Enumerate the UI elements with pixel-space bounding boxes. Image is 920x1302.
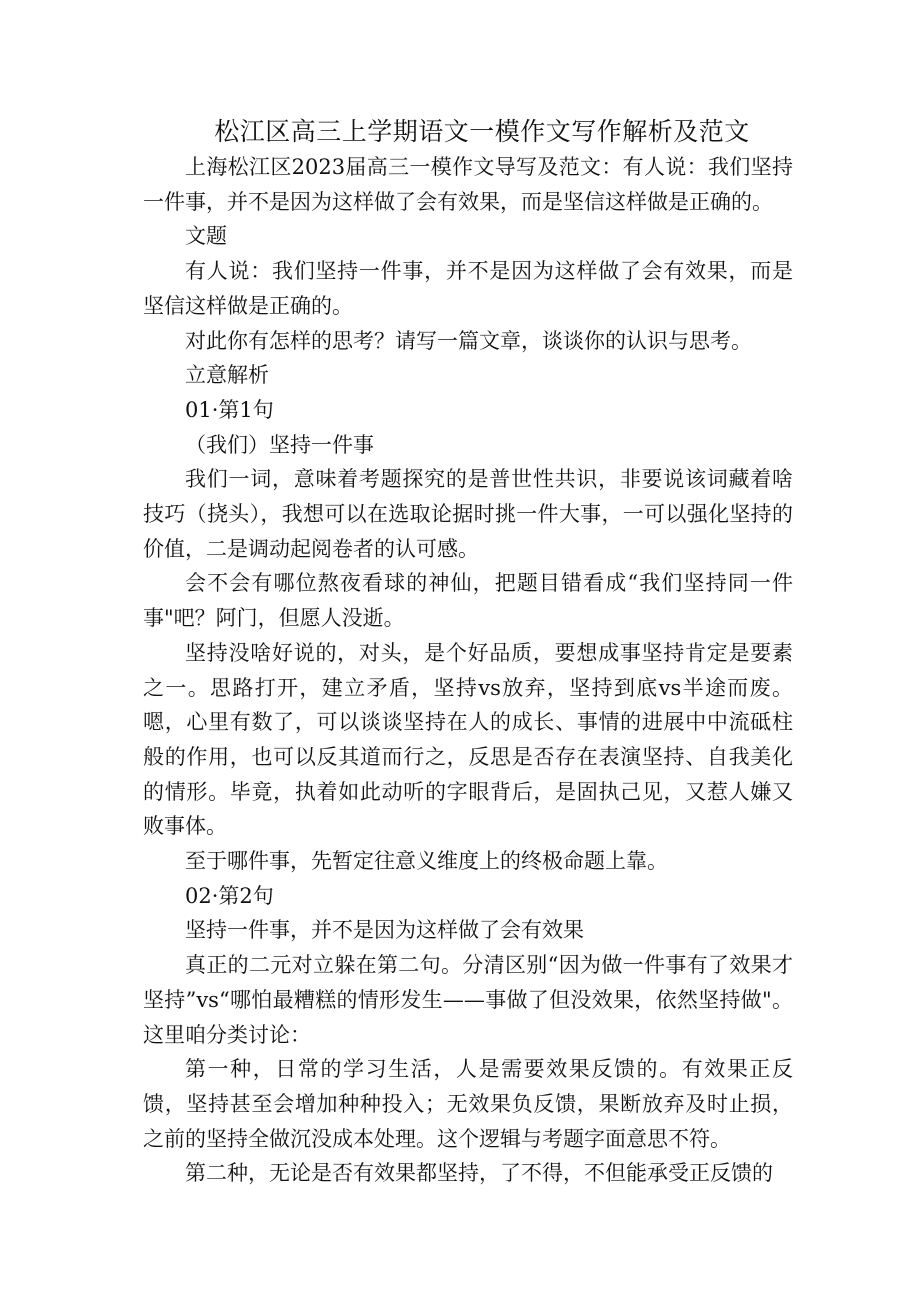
paragraph-intro: 上海松江区2023届高三一模作文导写及范文：有人说：我们坚持一件事，并不是因为这样做了会有效果，而是坚信这样做是正确的。 xyxy=(143,155,793,214)
section-heading-prompt: 文题 xyxy=(185,224,227,249)
paragraph-analysis-which-thing: 至于哪件事，先暂定往意义维度上的终极命题上靠。 xyxy=(185,849,668,874)
paragraph-analysis-case-2: 第二种，无论是否有效果都坚持，了不得，不但能承受正反馈的 xyxy=(185,1161,773,1186)
paragraph-analysis-joke: 会不会有哪位熬夜看球的神仙，把题目错看成“我们坚持同一件事"吧？阿门，但愿人没逝。 xyxy=(143,571,793,631)
paragraph-prompt-task: 对此你有怎样的思考？请写一篇文章，谈谈你的认识与思考。 xyxy=(185,328,752,353)
paragraph-analysis-persistence: 坚持没啥好说的，对头，是个好品质，要想成事坚持肯定是要素之一。思路打开，建立矛盾，坚持vs放弃，坚持到底vs半途而废。嗯，心里有数了，可以谈谈坚持在人的成长、事情的进展中中流砥柱般的作用，也可以反其道而行之，反思是否存在表演坚持、自我美化的情形。毕竟，执着如此动听的字眼背后，是固执己见，又惹人嫌又败事体。 xyxy=(143,640,793,839)
paragraph-analysis-case-1: 第一种，日常的学习生活，人是需要效果反馈的。有效果正反馈，坚持甚至会增加种种投入；无效果负反馈，果断放弃及时止损，之前的坚持全做沉没成本处理。这个逻辑与考题字面意思不符。 xyxy=(143,1057,793,1151)
sentence-1-quote: （我们）坚持一件事 xyxy=(185,432,374,457)
document-body xyxy=(143,150,793,1191)
subheading-sentence-2: 02·第2句 xyxy=(185,883,274,908)
document-title: 松江区高三上学期语文一模作文写作解析及范文 xyxy=(214,117,750,146)
paragraph-prompt-quote: 有人说：我们坚持一件事，并不是因为这样做了会有效果，而是坚信这样做是正确的。 xyxy=(143,259,793,318)
subheading-sentence-1: 01·第1句 xyxy=(185,397,274,422)
paragraph-analysis-dichotomy: 真正的二元对立躲在第二句。分清区别“因为做一件事有了效果才坚持”vs“哪怕最糟糕的情形发生——事做了但没效果，依然坚持做"。这里咱分类讨论： xyxy=(143,953,793,1047)
sentence-2-quote: 坚持一件事，并不是因为这样做了会有效果 xyxy=(185,918,584,943)
paragraph-analysis-we: 我们一词，意味着考题探究的是普世性共识，非要说该词藏着啥技巧（挠头），我想可以在选取论据时挑一件大事，一可以强化坚持的价值，二是调动起阅卷者的认可感。 xyxy=(143,467,793,561)
section-heading-analysis: 立意解析 xyxy=(185,363,269,388)
